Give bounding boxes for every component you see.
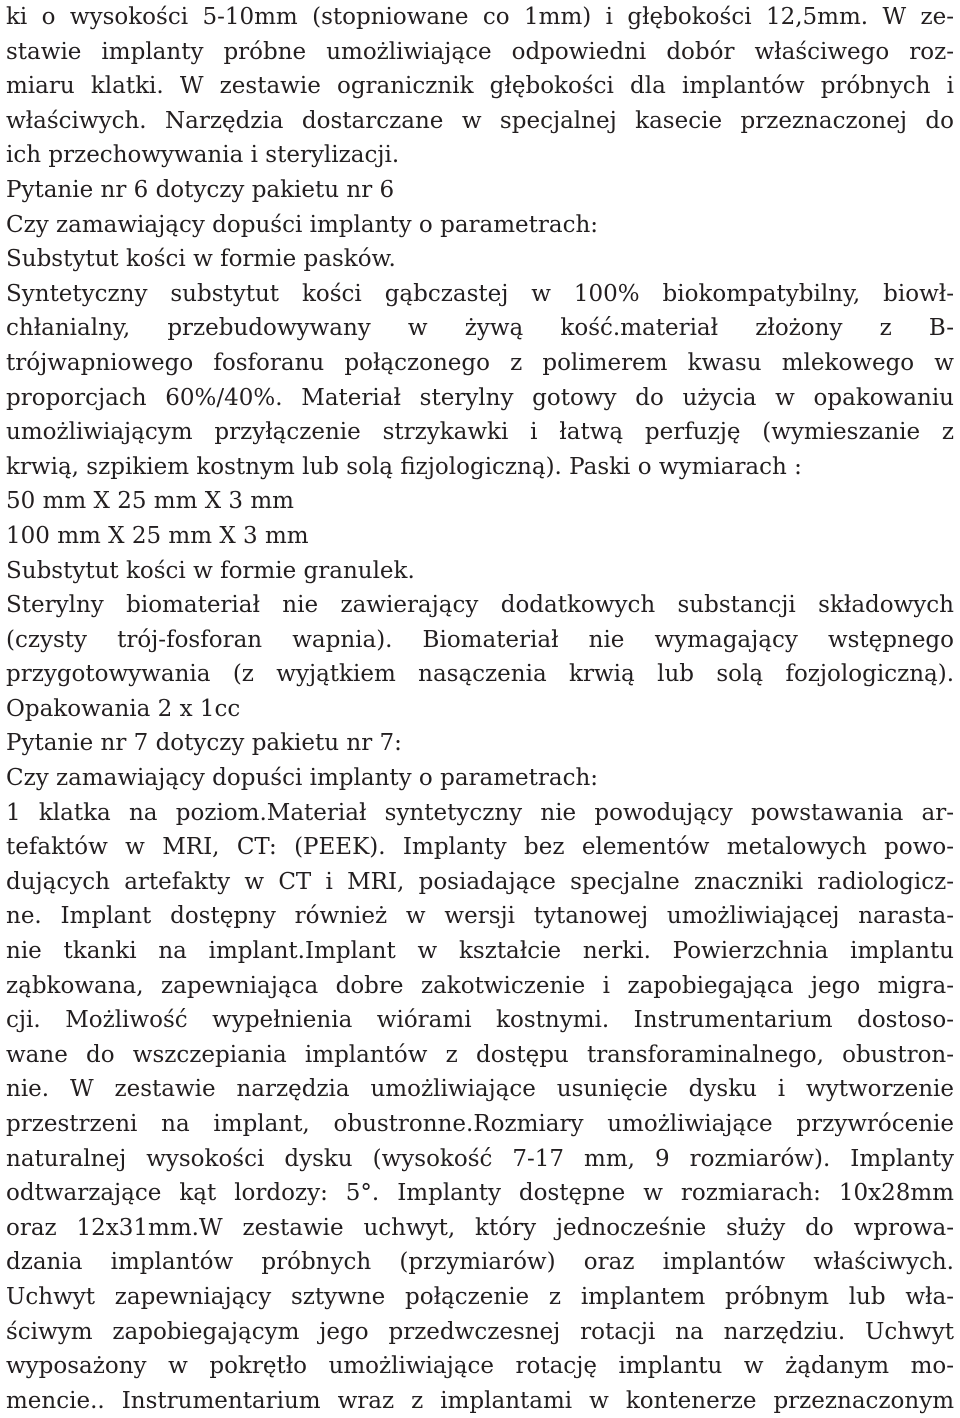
text-line: oraz 12x31mm.W zestawie uchwyt, który jednocześnie służy do wprowa- [6, 1214, 954, 1241]
text-line: 100 mm X 25 mm X 3 mm [6, 522, 309, 549]
text-line: wyposażony w pokrętło umożliwiające rotację implantu w żądanym mo- [6, 1353, 954, 1380]
text-line: ich przechowywania i sterylizacji. [6, 142, 400, 169]
text-line: odtwarzające kąt lordozy: 5°. Implanty dostępne w rozmiarach: 10x28mm [6, 1180, 954, 1207]
text-line: stawie implanty próbne umożliwiające odpowiedni dobór właściwego roz- [6, 38, 954, 65]
text-line: nie tkanki na implant.Implant w kształcie nerki. Powierzchnia implantu [6, 938, 954, 965]
text-line: 1 klatka na poziom.Materiał syntetyczny nie powodujący powstawania ar- [6, 799, 954, 826]
text-line: ściwym zapobiegającym jego przedwczesnej rotacji na narzędziu. Uchwyt [6, 1318, 954, 1345]
text-line: (czysty trój-fosforan wapnia). Biomateriał nie wymagający wstępnego [6, 626, 954, 653]
document-page [6, 0, 954, 1418]
text-line: trójwapniowego fosforanu połączonego z polimerem kwasu mlekowego w [6, 349, 954, 376]
text-line: Uchwyt zapewniający sztywne połączenie z implantem próbnym lub wła- [6, 1283, 954, 1310]
text-line: dzania implantów próbnych (przymiarów) oraz implantów właściwych. [6, 1249, 954, 1276]
text-line: właściwych. Narzędzia dostarczane w specjalnej kasecie przeznaczonej do [6, 107, 954, 134]
text-line: proporcjach 60%/40%. Materiał sterylny gotowy do użycia w opakowaniu [6, 384, 954, 411]
text-line: mencie.. Instrumentarium wraz z implantami w kontenerze przeznaczonym [6, 1387, 954, 1414]
text-line: ki o wysokości 5-10mm (stopniowane co 1mm) i głębokości 12,5mm. W ze- [6, 4, 954, 30]
text-line: krwią, szpikiem kostnym lub solą fizjologiczną). Paski o wymiarach : [6, 453, 802, 480]
text-line: ząbkowana, zapewniająca dobre zakotwiczenie i zapobiegająca jego migra- [6, 972, 954, 999]
text-line: ne. Implant dostępny również w wersji tytanowej umożliwiającej narasta- [6, 903, 954, 930]
text-line: wane do wszczepiania implantów z dostępu transforaminalnego, obustron- [6, 1041, 954, 1068]
text-line: Substytut kości w formie pasków. [6, 246, 396, 273]
text-line: przestrzeni na implant, obustronne.Rozmiary umożliwiające przywrócenie [6, 1111, 954, 1137]
text-line: dujących artefakty w CT i MRI, posiadające specjalne znaczniki radiologicz- [6, 868, 954, 895]
text-line: Substytut kości w formie granulek. [6, 557, 415, 584]
text-line: 50 mm X 25 mm X 3 mm [6, 488, 294, 515]
text-line: Pytanie nr 6 dotyczy pakietu nr 6 [6, 176, 395, 203]
text-line: umożliwiającym przyłączenie strzykawki i łatwą perfuzję (wymieszanie z [6, 419, 954, 446]
text-line: naturalnej wysokości dysku (wysokość 7-17 mm, 9 rozmiarów). Implanty [6, 1145, 954, 1172]
text-line: cji. Możliwość wypełnienia wiórami kostnymi. Instrumentarium dostoso- [6, 1007, 954, 1034]
text-line: tefaktów w MRI, CT: (PEEK). Implanty bez elementów metalowych powo- [6, 834, 954, 861]
text-line: Opakowania 2 x 1cc [6, 695, 241, 722]
text-line: Czy zamawiający dopuści implanty o parametrach: [6, 765, 599, 792]
text-line: Czy zamawiający dopuści implanty o parametrach: [6, 211, 599, 238]
text-line: przygotowywania (z wyjątkiem nasączenia krwią lub solą fozjologiczną). [6, 661, 954, 688]
text-line: chłanialny, przebudowywany w żywą kość.materiał złożony z B- [6, 315, 954, 342]
text-line: Sterylny biomateriał nie zawierający dodatkowych substancji składowych [6, 592, 954, 619]
text-line: nie. W zestawie narzędzia umożliwiające usunięcie dysku i wytworzenie [6, 1076, 954, 1103]
text-line: Pytanie nr 7 dotyczy pakietu nr 7: [6, 730, 402, 757]
text-line: miaru klatki. W zestawie ogranicznik głębokości dla implantów próbnych i [6, 73, 954, 100]
text-line: Syntetyczny substytut kości gąbczastej w 100% biokompatybilny, biowł- [6, 280, 954, 307]
